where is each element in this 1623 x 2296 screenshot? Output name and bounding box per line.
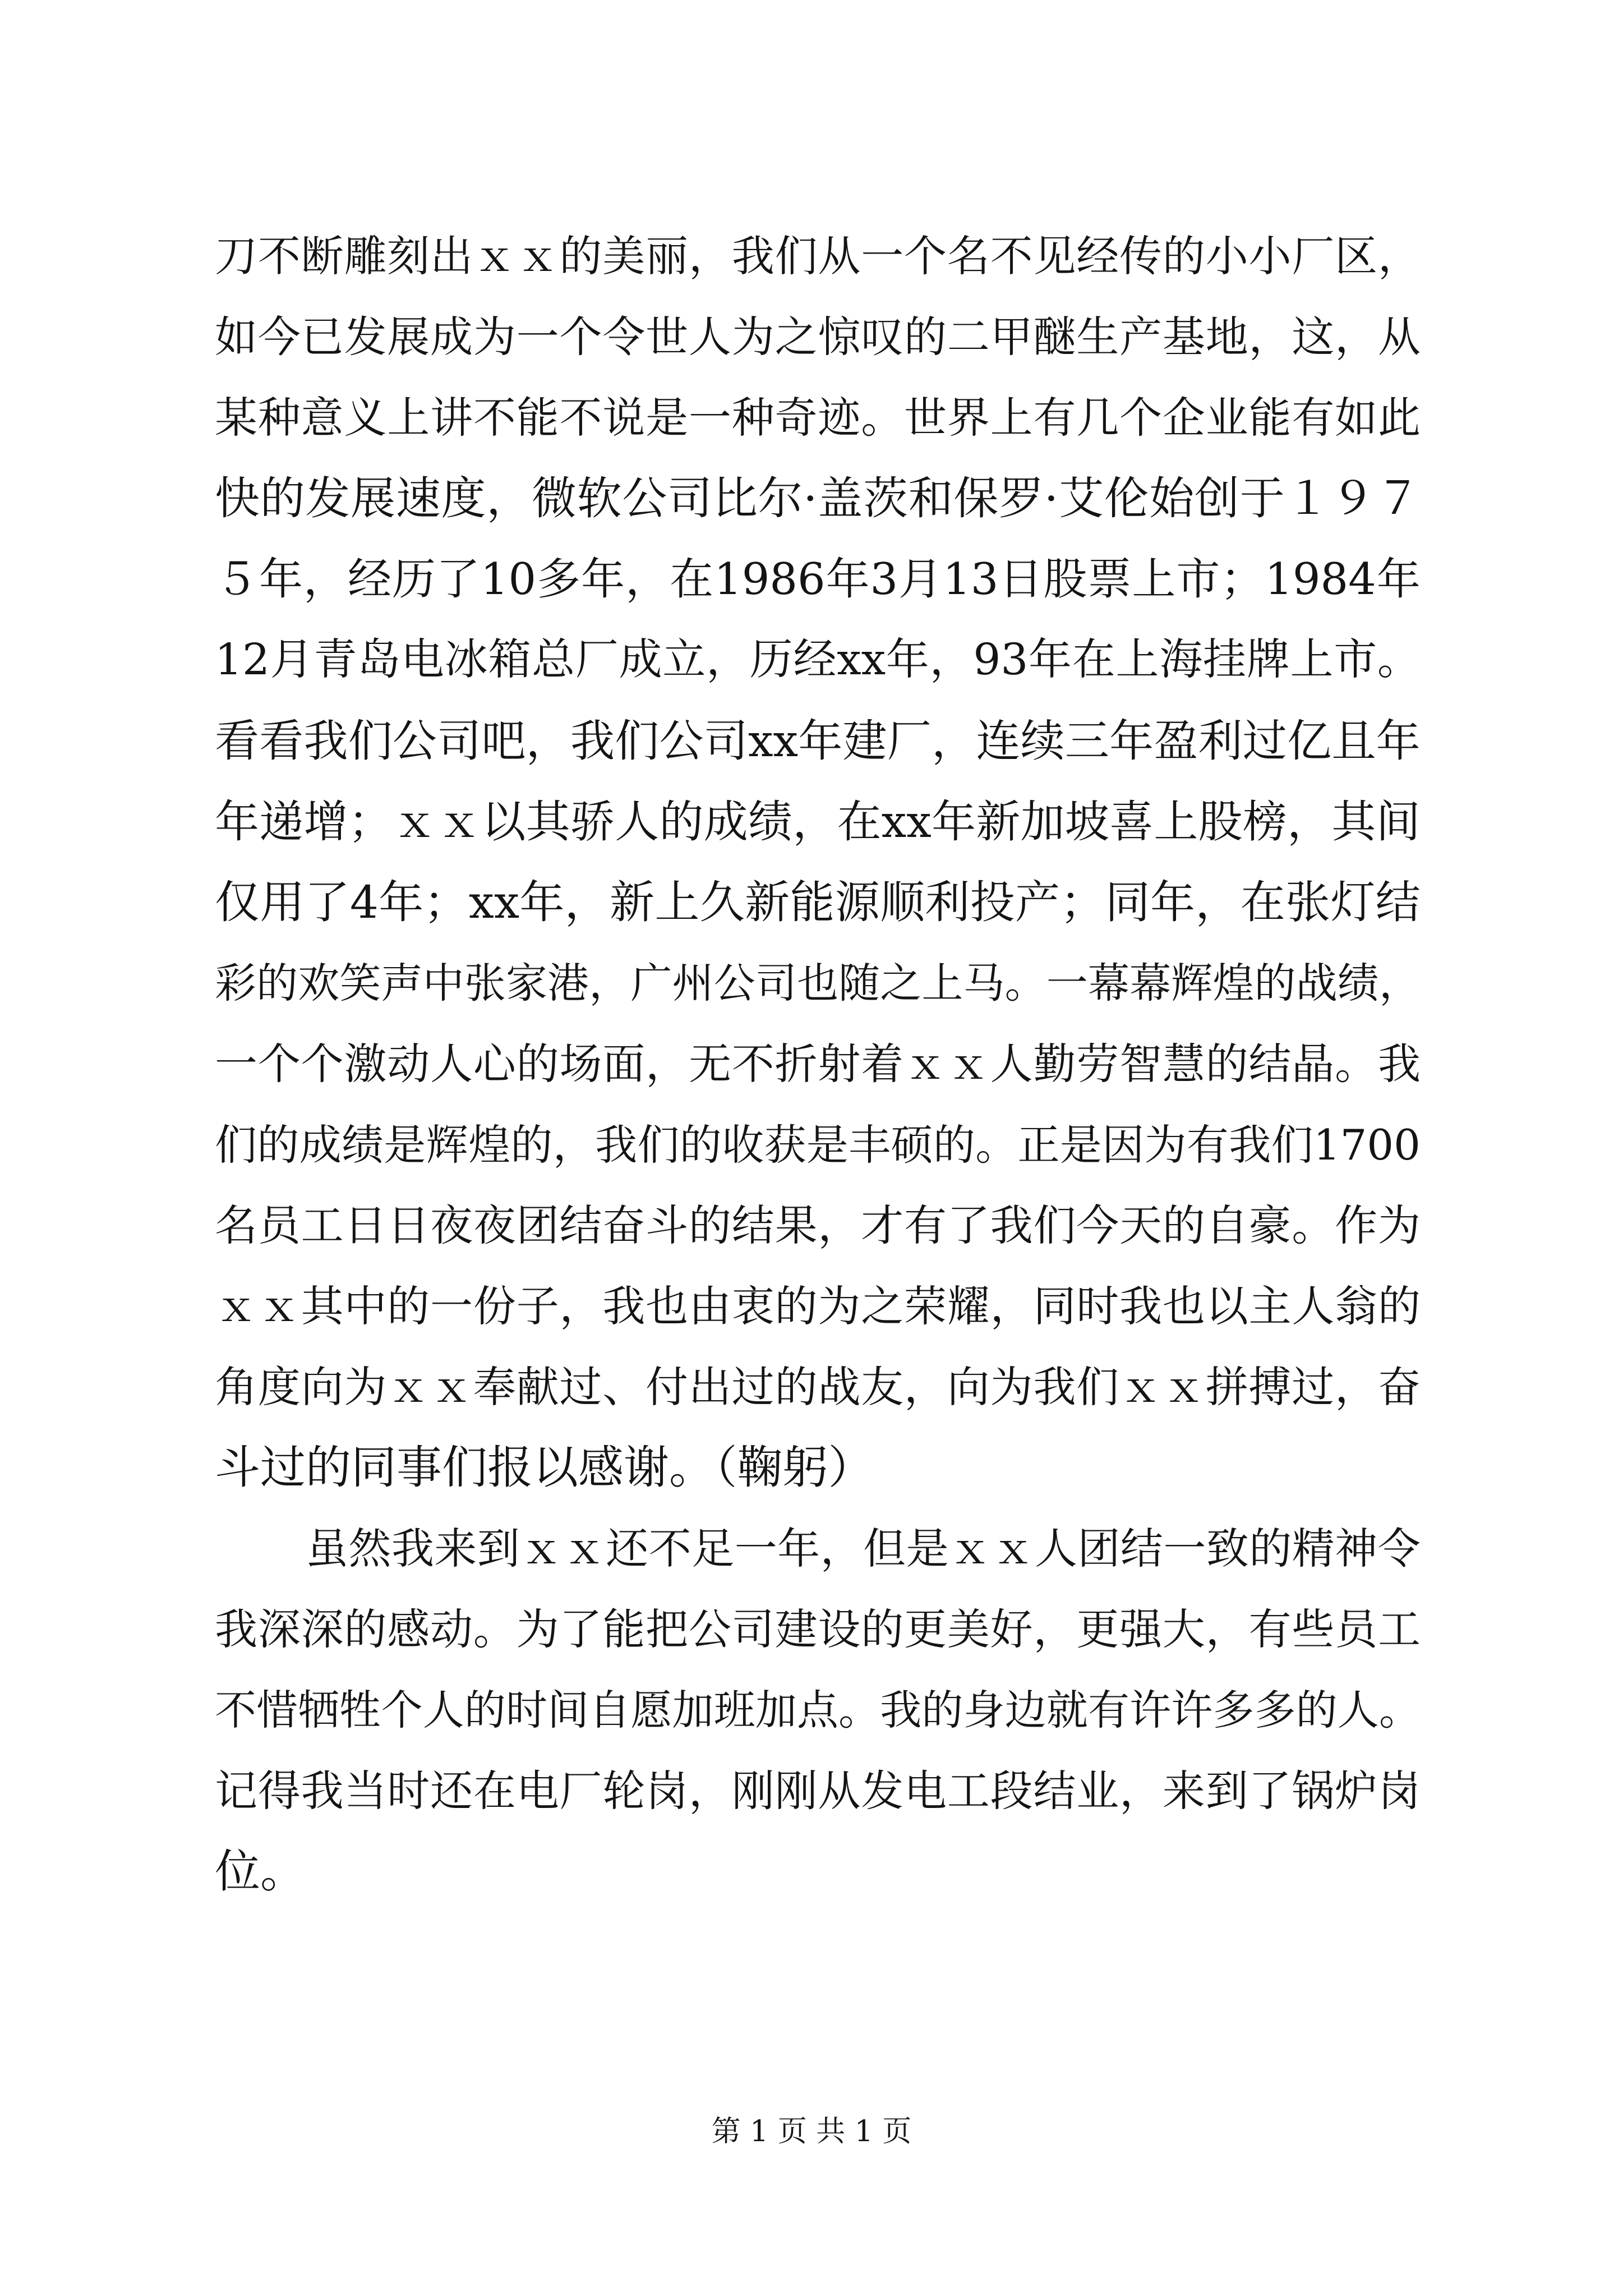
text-line: 看 看 我 们 公 司 吧 ， 我 们 公 司 xx 年 建 厂 ， 连 续 三 年 盈 利 过 亿 且 年 [215,715,1421,767]
text-line: 们 的 成 绩 是 辉 煌 的 ， 我 们 的 收 获 是 丰 硕 的 。 正 是 因 为 有 我 们 1700 [215,1120,1421,1170]
text-line: ｘ ｘ 其 中 的 一 份 子 ， 我 也 由 衷 的 为 之 荣 耀 ， 同 时 我 也 以 主 人 翁 的 [215,1281,1421,1331]
text-line: 一 个 个 激 动 人 心 的 场 面 ， 无 不 折 射 着 ｘ ｘ 人 勤 劳 智 慧 的 结 晶 。 我 [215,1039,1421,1089]
text-line: 如 今 已 发 展 成 为 一 个 令 世 人 为 之 惊 叹 的 二 甲 醚 生 产 基 地 ， 这 ， 从 [215,312,1421,362]
text-line: 快 的 发 展 速 度 ， 微 软 公 司 比 尔 · 盖 茨 和 保 罗 · 艾 伦 始 创 于 １ ９ ７ [215,472,1421,524]
text-line: 不 惜 牺 牲 个 人 的 时 间 自 愿 加 班 加 点 。 我 的 身 边 就 有 许 许 多 多 的 人 。 [215,1686,1421,1734]
text-line: 刀 不 断 雕 刻 出 ｘ ｘ 的 美 丽 ， 我 们 从 一 个 名 不 见 经 传 的 小 小 厂 区 ， [215,231,1421,281]
text-line: 某 种 意 义 上 讲 不 能 不 说 是 一 种 奇 迹 。 世 界 上 有 几 个 企 业 能 有 如 此 [215,393,1421,443]
text-line: 角 度 向 为 ｘ ｘ 奉 献 过 、 付 出 过 的 战 友 ， 向 为 我 们 ｘ ｘ 拼 搏 过 ， 奋 [215,1362,1421,1412]
text-line: 彩 的 欢 笑 声 中 张 家 港 ， 广 州 公 司 也 随 之 上 马 。 一 幕 幕 辉 煌 的 战 绩 ， [215,959,1421,1007]
text-line: 斗过的同事们报以感谢。（鞠躬） [215,1442,874,1494]
text-line: 12 月 青 岛 电 冰 箱 总 厂 成 立 ， 历 经 xx 年 ， 93 年 在 上 海 挂 牌 上 市 。 [215,635,1421,685]
text-line: 记 得 我 当 时 还 在 电 厂 轮 岗 ， 刚 刚 从 发 电 工 段 结 业 ， 来 到 了 锅 炉 岗 [215,1766,1421,1816]
text-line: 位。 [215,1846,306,1898]
body-text [215,216,1421,1912]
page-footer: 第 1 页 共 1 页 [711,2115,912,2148]
text-line: 我 深 深 的 感 动 。 为 了 能 把 公 司 建 设 的 更 美 好 ， 更 强 大 ， 有 些 员 工 [215,1604,1421,1654]
text-line: 年 递 增 ； ｘ ｘ 以 其 骄 人 的 成 绩 ， 在 xx 年 新 加 坡 喜 上 股 榜 ， 其 间 [215,796,1421,848]
text-line: 仅 用 了 4 年 ； xx 年 ， 新 上 久 新 能 源 顺 利 投 产 ； 同 年 ， 在 张 灯 结 [215,876,1421,928]
text-line: 名 员 工 日 日 夜 夜 团 结 奋 斗 的 结 果 ， 才 有 了 我 们 今 天 的 自 豪 。 作 为 [215,1200,1421,1250]
text-line: ５ 年 ， 经 历 了 10 多 年 ， 在 1986 年 3 月 13 日 股 票 上 市 ； 1984 年 [215,554,1421,605]
text-line: 虽 然 我 来 到 ｘ ｘ 还 不 足 一 年 ， 但 是 ｘ ｘ 人 团 结 一 致 的 精 神 令 [306,1524,1421,1573]
